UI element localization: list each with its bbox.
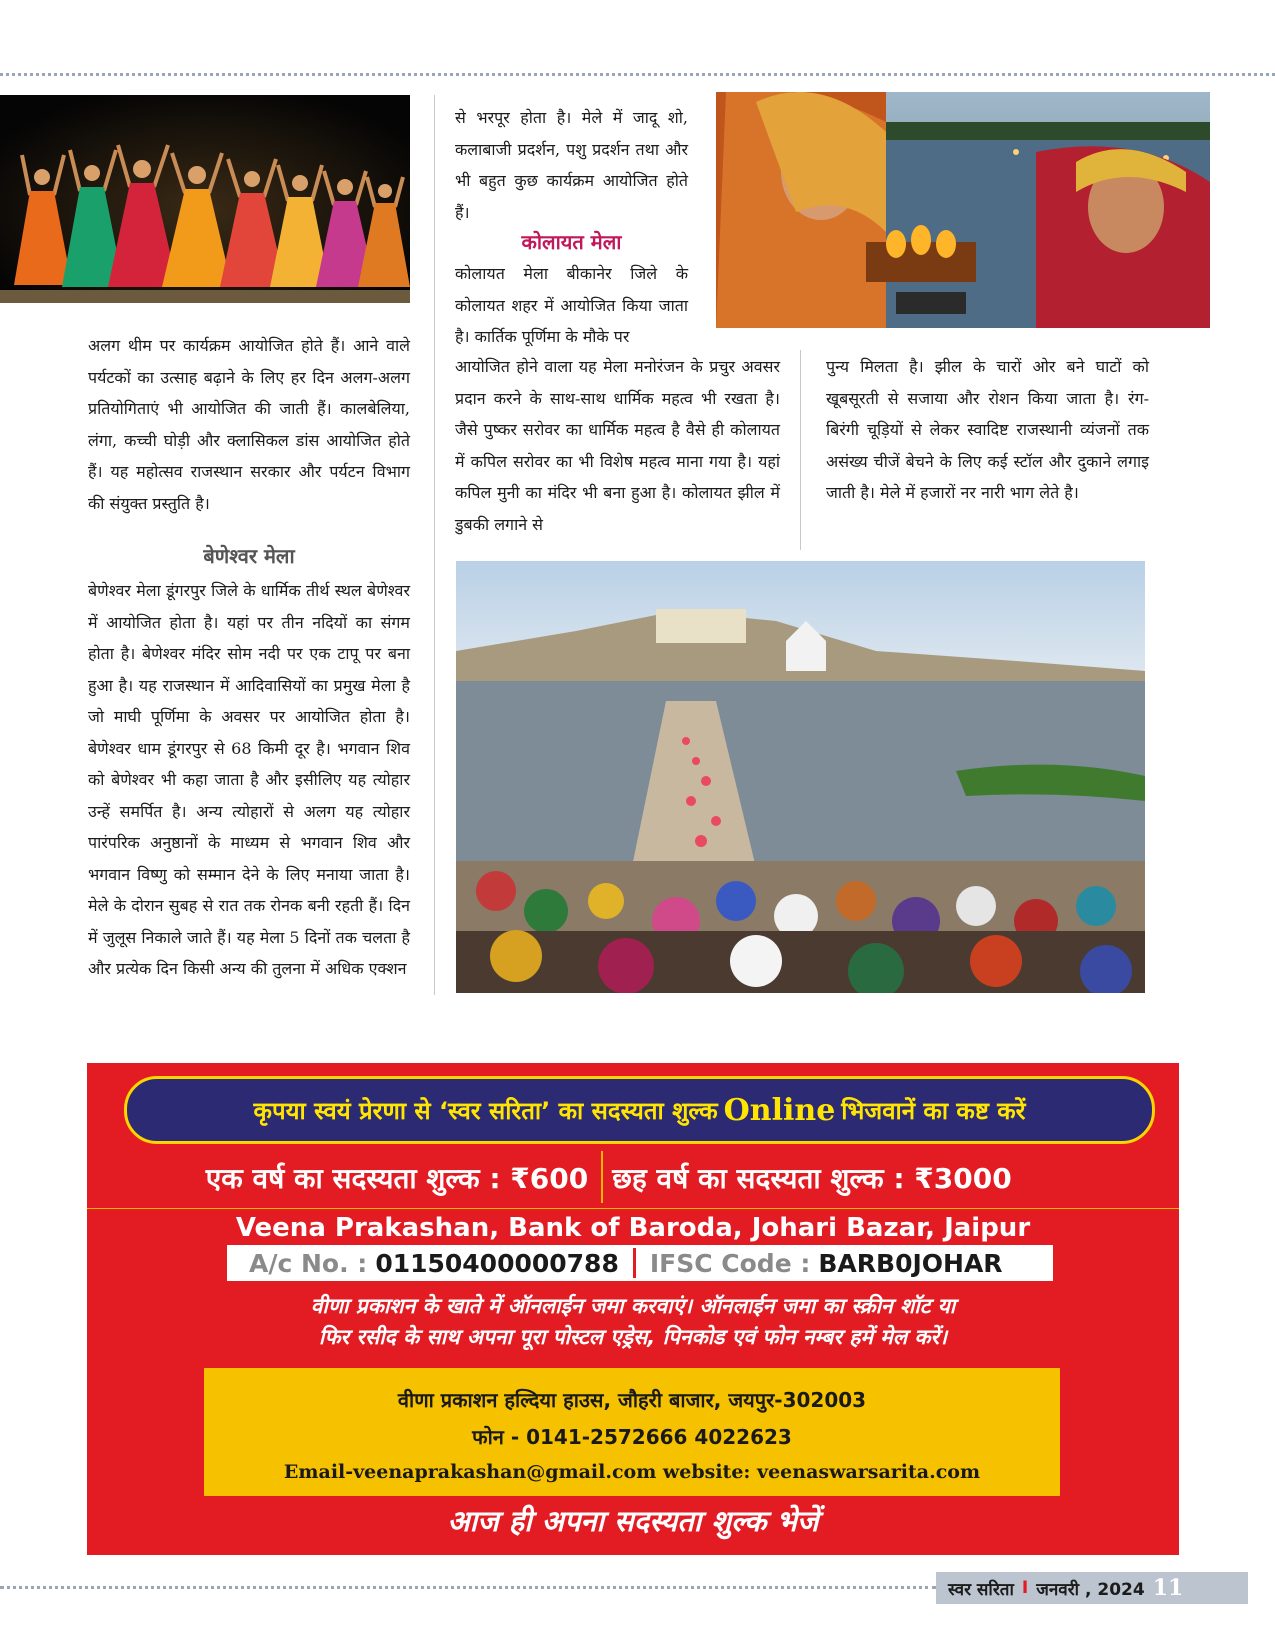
subscription-ad	[87, 1063, 1179, 1555]
call-to-action: आज ही अपना सदस्यता शुल्क भेजें	[447, 1504, 819, 1538]
account-number-label: A/c No. :	[249, 1248, 368, 1278]
lake-aarti-photo	[716, 92, 1210, 328]
col1-intro-text: अलग थीम पर कार्यक्रम आयोजित होते हैं। आने वाले पर्यटकों का उत्साह बढ़ाने के लिए हर दिन अलग-अलग प्रतियोगिताएं भी आयोजित की जाती हैं। कालबेलिया, लंगा, कच्ची घोड़ी और क्लासिकल डांस आयोजित होते हैं। यह महोत्सव राजस्थान सरकार और पर्यटन विभाग की संयुक्त प्रस्तुति है।	[88, 336, 410, 513]
col3-text: पुन्य मिलता है। झील के चारों ओर बने घाटों को खूबसूरती से सजाया और रोशन किया जाता है। रंग-बिरंगी चूड़ियों से लेकर स्वादिष्ट राजस्थानी व्यंजनों तक असंख्य चीजें बेचने के लिए कई स्टॉल और दुकाने लगाइ जाती है। मेले में हजारों नर नारी भाग लेते है।	[826, 357, 1149, 502]
footer-magazine-name: स्वर सरिता	[948, 1579, 1014, 1600]
contact-email-website: Email-veenaprakashan@gmail.com website: veenaswarsarita.com	[283, 1461, 981, 1483]
col2-kolayat-text-narrow: कोलायत मेला बीकानेर जिले के कोलायत शहर में आयोजित किया जाता है। कार्तिक पूर्णिमा के मौके पर	[455, 264, 688, 346]
bank-name: Veena Prakashan, Bank of Baroda, Johari Bazar, Jaipur	[235, 1213, 1031, 1243]
column-divider-1	[434, 95, 435, 995]
bottom-dotted-rule	[0, 1586, 936, 1589]
account-number-value: 01150400000788	[375, 1248, 619, 1278]
contact-address: वीणा प्रकाशन हल्दिया हाउस, जौहरी बाजार, जयपुर-302003	[397, 1388, 867, 1412]
payment-instructions	[87, 1291, 1179, 1353]
bank-divider-line	[87, 1208, 1179, 1209]
river-fair-crowd-photo	[456, 561, 1145, 993]
col2-intro-text: से भरपूर होता है। मेले में जादू शो, कलाबाजी प्रदर्शन, पशु प्रदर्शन तथा और भी बहुत कुछ कार्यक्रम आयोजित होते हैं।	[455, 108, 688, 222]
column-divider-2	[800, 350, 801, 550]
heading-kolayat: कोलायत मेला	[521, 230, 622, 254]
contact-box	[204, 1368, 1060, 1496]
ifsc-value: BARB0JOHAR	[818, 1248, 1003, 1278]
dancers-photo	[0, 95, 410, 303]
footer-separator: I	[1021, 1578, 1029, 1598]
page-footer	[936, 1572, 1248, 1604]
top-dotted-rule	[0, 73, 1275, 76]
footer-issue-date: जनवरी , 2024	[1036, 1579, 1145, 1600]
fee-one-year: एक वर्ष का सदस्यता शुल्क : ₹600	[205, 1162, 589, 1195]
footer-page-number: 11	[1152, 1575, 1184, 1601]
col2-kolayat-text-wide: आयोजित होने वाला यह मेला मनोरंजन के प्रचुर अवसर प्रदान करने के साथ-साथ धार्मिक महत्व भी रखता है। जैसे पुष्कर सरोवर का धार्मिक महत्व है वैसे ही कोलायत में कपिल सरोवर का भी विशेष महत्व माना गया है। यहां कपिल मुनी का मंदिर भी बना हुआ है। कोलायत झील में डुबकी लगाने से	[455, 357, 780, 534]
banner-text-pre: कृपया स्वयं प्रेरणा से ‘स्वर सरिता’ का सदस्यता शुल्क	[253, 1096, 718, 1125]
banner-text-online: Online	[723, 1092, 836, 1128]
account-details-box	[227, 1245, 1053, 1281]
banner-text-post: भिजवानें का कष्ट करें	[841, 1096, 1026, 1125]
contact-phone: फोन - 0141-2572666 4022623	[472, 1425, 792, 1449]
col1-beneshwar-text: बेणेश्वर मेला डूंगरपुर जिले के धार्मिक तीर्थ स्थल बेणेश्वर में आयोजित होता है। यहां पर तीन नदियों का संगम होता है। बेणेश्वर मंदिर सोम नदी पर एक टापू पर बना हुआ है। यह राजस्थान में आदिवासियों का प्रमुख मेला है जो माघी पूर्णिमा के अवसर पर आयोजित होता है। बेणेश्वर धाम डूंगरपुर से 68 किमी दूर है। भगवान शिव को बेणेश्वर भी कहा जाता है और इसीलिए यह त्योहार उन्हें समर्पित है। अन्य त्योहारों से अलग यह त्योहार पारंपरिक अनुष्ठानों के माध्यम से भगवान शिव और भगवान विष्णु को सम्मान देने के लिए मनाया जाता है। मेले के दोरान सुबह से रात तक रोनक बनी रहती हैं। दिन में जुलूस निकाले जाते हैं। यह मेला 5 दिनों तक चलता है और प्रत्येक दिन किसी अन्य की तुलना में अधिक एक्शन	[88, 581, 410, 978]
fee-six-year: छह वर्ष का सदस्यता शुल्क : ₹3000	[612, 1162, 1012, 1195]
ad-banner-pill	[124, 1076, 1155, 1144]
ifsc-label: IFSC Code :	[649, 1248, 811, 1278]
account-separator	[633, 1248, 636, 1278]
payment-instructions-line1: वीणा प्रकाशन के खाते में ऑनलाईन जमा करवाएं। ऑनलाईन जमा का स्क्रीन शॉट या	[310, 1294, 956, 1318]
fee-divider	[601, 1151, 603, 1203]
heading-beneshwar: बेणेश्वर मेला	[203, 544, 295, 568]
payment-instructions-line2: फिर रसीद के साथ अपना पूरा पोस्टल एड्रेस, पिनकोड एवं फोन नम्बर हमें मेल करें।	[318, 1325, 948, 1349]
